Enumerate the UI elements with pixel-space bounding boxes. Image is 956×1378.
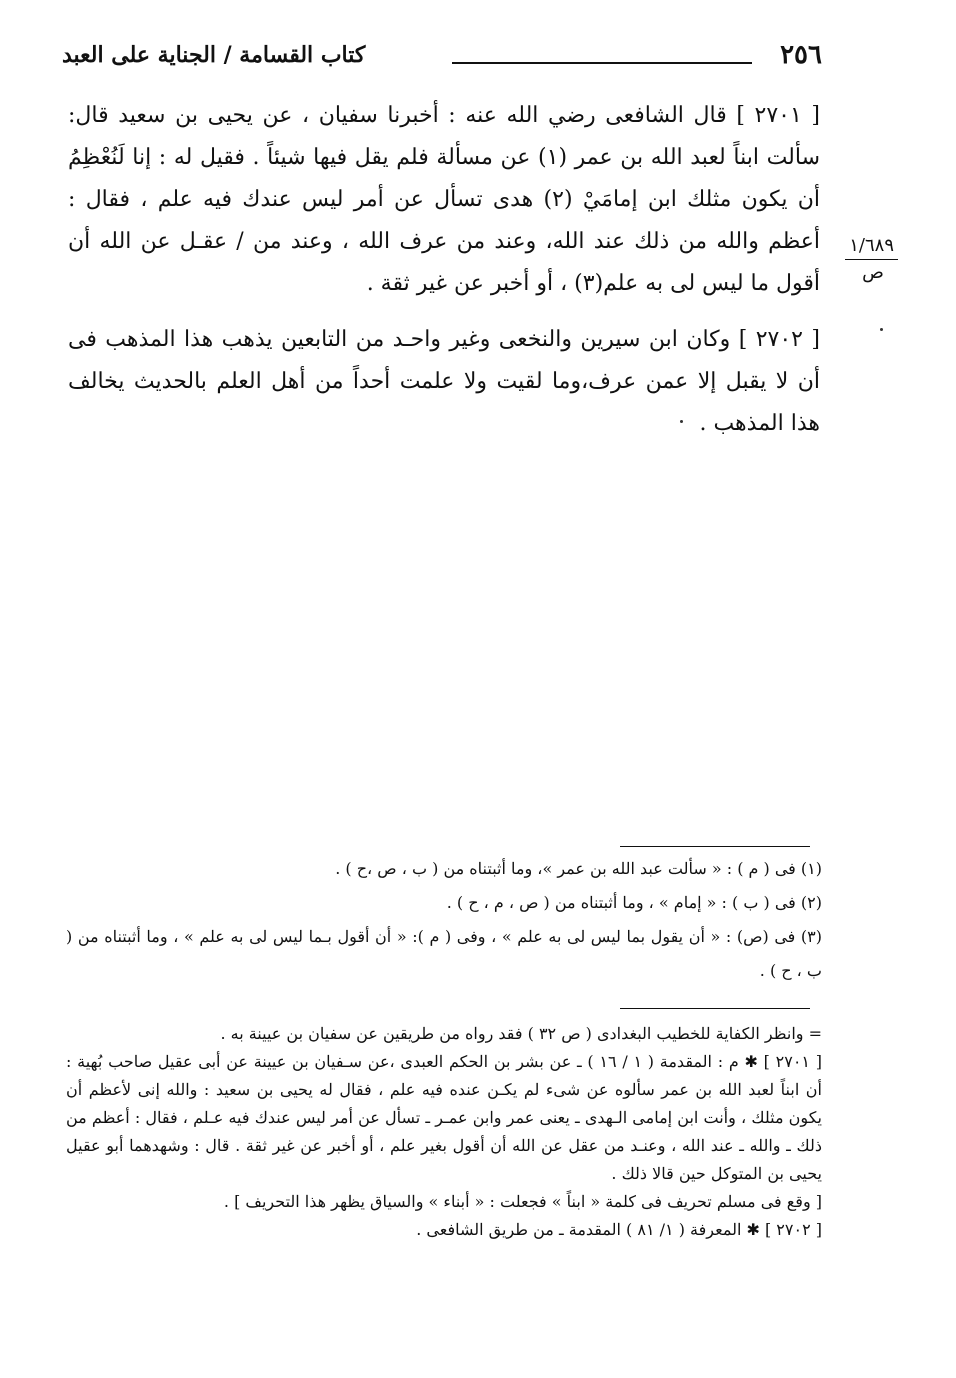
stray-dot xyxy=(680,420,683,423)
margin-reference xyxy=(848,233,898,286)
margin-reference-source: ص xyxy=(862,262,884,283)
running-title: كتاب القسامة / الجناية على العبد xyxy=(62,42,366,68)
source-note-continuation: = وانظر الكفاية للخطيب البغدادى ( ص ٣٢ ) فقد رواه من طريقين عن سفيان بن عيينة به . xyxy=(220,1024,822,1043)
source-note-2701: [ ٢٧٠١ ] ✱ م : المقدمة ( ١ / ١٦ ) ـ عن بشر بن الحكم العبدى ،عن سـفيان بن عيينة عن أبى عقيل صاحب بُهية : أن ابناً لعبد الله بن عمر سألوه عن شىء لم يكـن عنده فيه علم ، فقال له يحيى بن سعيد : والله إنى لأعظم أن يكون مثلك ، وأنت ابن إمامى الـهدى ـ يعنى عمر وابن عمـر ـ تسأل عن أمر ليس عندك فيه عـلم ، فقال : أعظم من ذلك ـ والله ـ عند الله ، وعنـد من عقل عن الله أن أقول بغير علم ، أو أخبر عن غير ثقة . قال : وشهدهما أبو عقيل يحيى بن المتوكل حين قالا ذلك . xyxy=(66,1052,822,1183)
source-references xyxy=(66,1020,822,1244)
source-note-correction: [ وقع فى مسلم تحريف فى كلمة « ابناً » فجعلت : « أبناء » والسياق يظهر هذا التحريف ] . xyxy=(223,1192,822,1211)
footnote-1: (١) فى ( م ) : « سألت عبد الله بن عمر »، وما أثبتناه من ( ب ، ص ،ح ) . xyxy=(335,859,822,878)
paragraph-2701: [ ٢٧٠١ ] قال الشافعى رضي الله عنه : أخبرنا سفيان ، عن يحيى بن سعيد قال: سألت ابناً لعبد الله بن عمر (١) عن مسألة فلم يقل فيها شيئاً . فقيل له : إنا لَنُعْظِمُ أن يكون مثلك ابن إمامَيْ (٢) هدى تسأل عن أمر ليس عندك فيه علم ، فقال : أعظم والله من ذلك عند الله، وعند من عرف الله ، وعند من / عقـل عن الله أن أقول ما ليس لى به علم(٣) ، أو أخبر عن غير ثقة . xyxy=(68,103,821,296)
source-note-2702: [ ٢٧٠٢ ] ✱ المعرفة ( ١/ ٨١ ) المقدمة ـ من طريق الشافعى . xyxy=(416,1220,822,1239)
page-header xyxy=(62,40,822,80)
margin-reference-number: ١/٦٨٩ xyxy=(845,233,898,260)
header-rule xyxy=(452,62,752,64)
paragraph-2702: [ ٢٧٠٢ ] وكان ابن سيرين والنخعى وغير واحـد من التابعين يذهب هذا المذهب فى أن لا يقبل إلا عمن عرف،وما لقيت ولا علمت أحداً من أهل العلم بالحديث يخالف هذا المذهب . xyxy=(68,327,820,436)
footnote-2: (٢) فى ( ب ) : « إمام » ، وما أثبتناه من ( ص ، م ، ح ) . xyxy=(446,893,822,912)
sources-rule xyxy=(620,1008,810,1009)
footnote-3: (٣) فى (ص) : « أن يقول بما ليس لى به علم » ، وفى ( م ): « أن أقول بـما ليس لى به علم » ، وما أثبتناه من ( ب ، ح ) . xyxy=(66,927,822,980)
page-number: ٢٥٦ xyxy=(780,40,822,70)
footnote-rule xyxy=(620,846,810,847)
main-text xyxy=(68,95,820,445)
footnotes xyxy=(66,852,822,988)
stray-dot xyxy=(880,328,883,331)
